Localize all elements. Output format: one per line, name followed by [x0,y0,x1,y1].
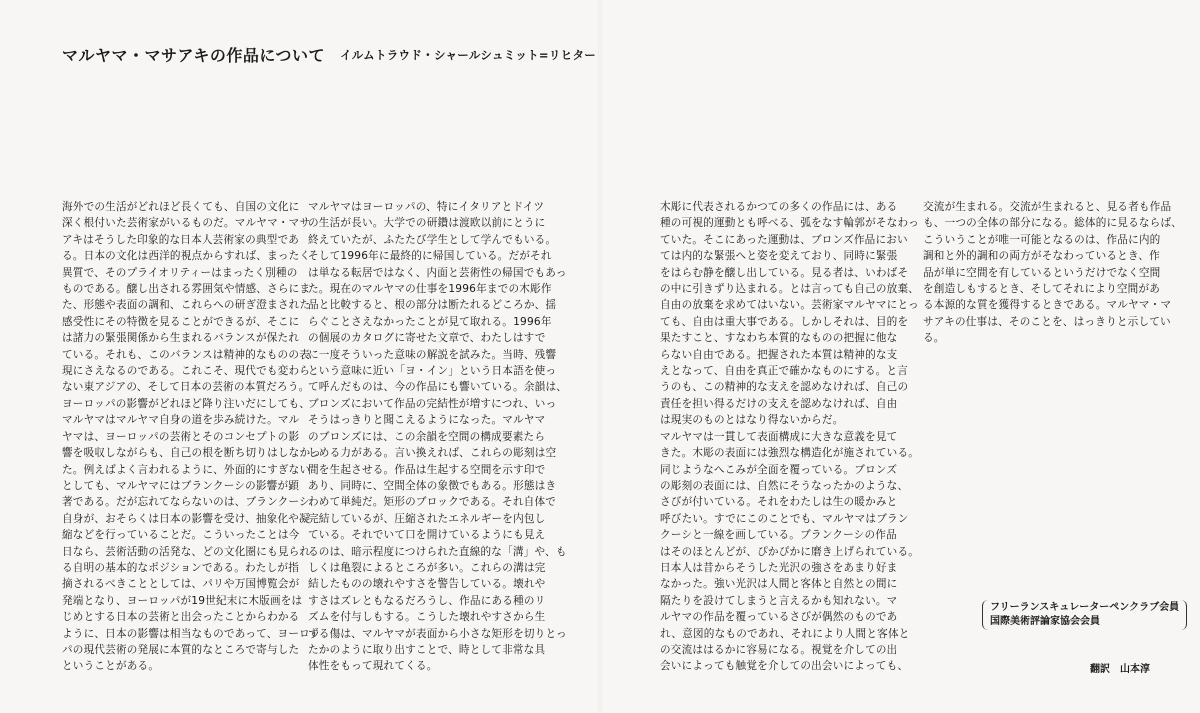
affiliation-line-1: フリーランスキュレーターペンクラブ会員 [990,602,1180,613]
affiliation-line-2: 国際美術評論家協会会員 [990,616,1100,627]
translator-credit: 翻訳 山本淳 [1090,664,1150,675]
author-affiliation [982,600,1187,630]
text-column-4: 交流が生まれる。交流が生まれると、見る者も作品 も、一つの全体の部分になる。総体的に見るならば、 こういうことが唯一可能となるのは、作品に内的 調和と外的調和の両方がそなわっているとき、作 品が単に空間を有しているというだけでなく空間 を創造しもするとき、そしてそれにより空間があ る本源的な質を獲得するときである。マルヤマ・マ サアキの仕事は、そのことを、はっきりと示してい る。 [923,201,1183,345]
text-column-1: 海外での生活がどれほど長くても、自国の文化に 深く根付いた芸術家がいるものだ。マルヤマ・マサ アキはそうした印象的な日本人芸術家の典型であ る。日本の文化は西洋的視点からすれば、まったく 異質で、そのプライオリティーはまったく別種の ものである。醸し出される雰囲気や情感、さらにま た、形態や表面の調和、これらへの研ぎ澄まされた 感受性にその特徴を見ることができるが、そこに は諸力の緊張関係から生まれるバランスが保たれ ている。それも、このバランスは精神的なものの表 現にさえなるのである。これこそ、現代でも変わら ない東アジアの、そして日本の芸術の本質だろう。 ヨーロッパの影響がどれほど降り注いだにしても、 マルヤマはマルヤマ自身の道を歩み続けた。マル ヤマは、ヨーロッパの芸術とそのコンセプトの影 響を吸収しながらも、自己の根を断ち切りはしなかっ た。例えばよく言われるように、外面的にすぎない としても、マルヤマにはブランクーシの影響が顕 著である。だが忘れてならないのは、ブランクーシ 自身が、おそらくは日本の影響を受け、抽象化や凝 縮などを行っていることだ。こういったことは今 日なら、芸術活動の活発な、どの文化圏にも見られ る自明の基本的なポジションである。わたしが指 摘されるべきこととしては、パリや万国博覧会が 発端となり、ヨーロッパが19世紀末に木版画をは じめとする日本の芸術と出会ったことからわかる ように、日本の影響は相当なものであって、ヨーロッ パの現代芸術の発展に本質的なところで寄与した ということがある。 [62,201,322,673]
text-column-3: 木彫に代表されるかつての多くの作品には、ある 種の可視的運動とも呼べる、弧をなす輪郭がそなわっ ていた。そこにあった運動は、ブロンズ作品におい ては内的な緊張へと姿を変えており、同時に緊張 をはらむ静を醸し出している。見る者は、いわばそ の中に引きずり込まれる。とは言っても自己の放棄、 自由の放棄を求めてはいない。芸術家マルヤマにとっ ても、自由は重大事である。しかしそれは、目的を 果たすこと、すなわち本質的なものの把握に他な らない自由である。把握された本質は精神的な支 えとなって、自由を真正で確かなものにする。と言 うのも、この精神的な支えを認めなければ、自己の 責任を担い得るだけの支えを認めなければ、自由 は現実のものとはなり得ないからだ。 マルヤマは一貫して表面構成に大きな意義を見て きた。木彫の表面には強烈な構造化が施されている。 同じようなへこみが全面を覆っている。ブロンズ の彫刻の表面には、自然にそうなったかのような、 さびが付いている。それをわたしは生の暖かみと 呼びたい。すでにこのことでも、マルヤマはブラン クーシと一線を画している。ブランクーシの作品 はそのほとんどが、ぴかぴかに磨き上げられている。 日本人は昔からそうした光沢の強さをあまり好ま なかった。強い光沢は人間と客体と自然との間に 隔たりを設けてしまうと言えるかも知れない。マ ルヤマの作品を覆っているさびが偶然のものであ れ、意図的なものであれ、それにより人間と客体と の交流ははるかに容易になる。視覚を介しての出 会いによっても触覚を介しての出会いによっても、 [660,201,920,673]
article-author: イルムトラウド・シャールシュミット=リヒター [340,48,597,62]
text-column-2: マルヤマはヨーロッパの、特にイタリアとドイツ の生活が長い。大学での研鑽は渡欧以前にとうに 終えていたが、ふたたび学生として学んでもいる。 そして1996年に最終的に帰国している。だがそれ は単なる転居ではなく、内面と芸術性の帰国でもあっ た。現在のマルヤマの仕事を1996年までの木彫作 品と比較すると、根の部分は断たれるどころか、揺 らぐことさえなかったことが見て取れる。1996年 の個展のカタログに寄せた文章で、わたしはすで に一度そういった意味の解説を試みた。当時、残響 という意味に近い「ヨ・イン」という日本語を使っ て呼んだものは、今の作品にも響いている。余韻は、 ブロンズにおいて作品の完結性が増すにつれ、いっ そうはっきりと聞こえるようになった。マルヤマ のブロンズには、この余韻を空間の構成要素たら しめる力がある。言い換えれば、これらの彫刻は空 間を生起させる。作品は生起する空間を示す印で あり、同時に、空間全体の象徴でもある。形態はき わめて単純だ。矩形のブロックである。それ自体で 完結しているが、圧縮されたエネルギーを内包し ている。それでいて口を開けているようにも見え るのは、暗示程度につけられた直線的な「溝」や、も しくは亀裂によるところが多い。これらの溝は完 結したものの壊れやすさを警告している。壊れや すさはズレともなるだろうし、作品にある種のリ ズムを付与しもする。こうした壊れやすさから生 ずる傷は、マルヤマが表面から小さな矩形を切りとっ たかのように取り出すことで、時として非常な具 体性をもって現れてくる。 [308,201,568,673]
article-title: マルヤマ・マサアキの作品について [62,46,326,65]
page-fold [598,0,602,713]
